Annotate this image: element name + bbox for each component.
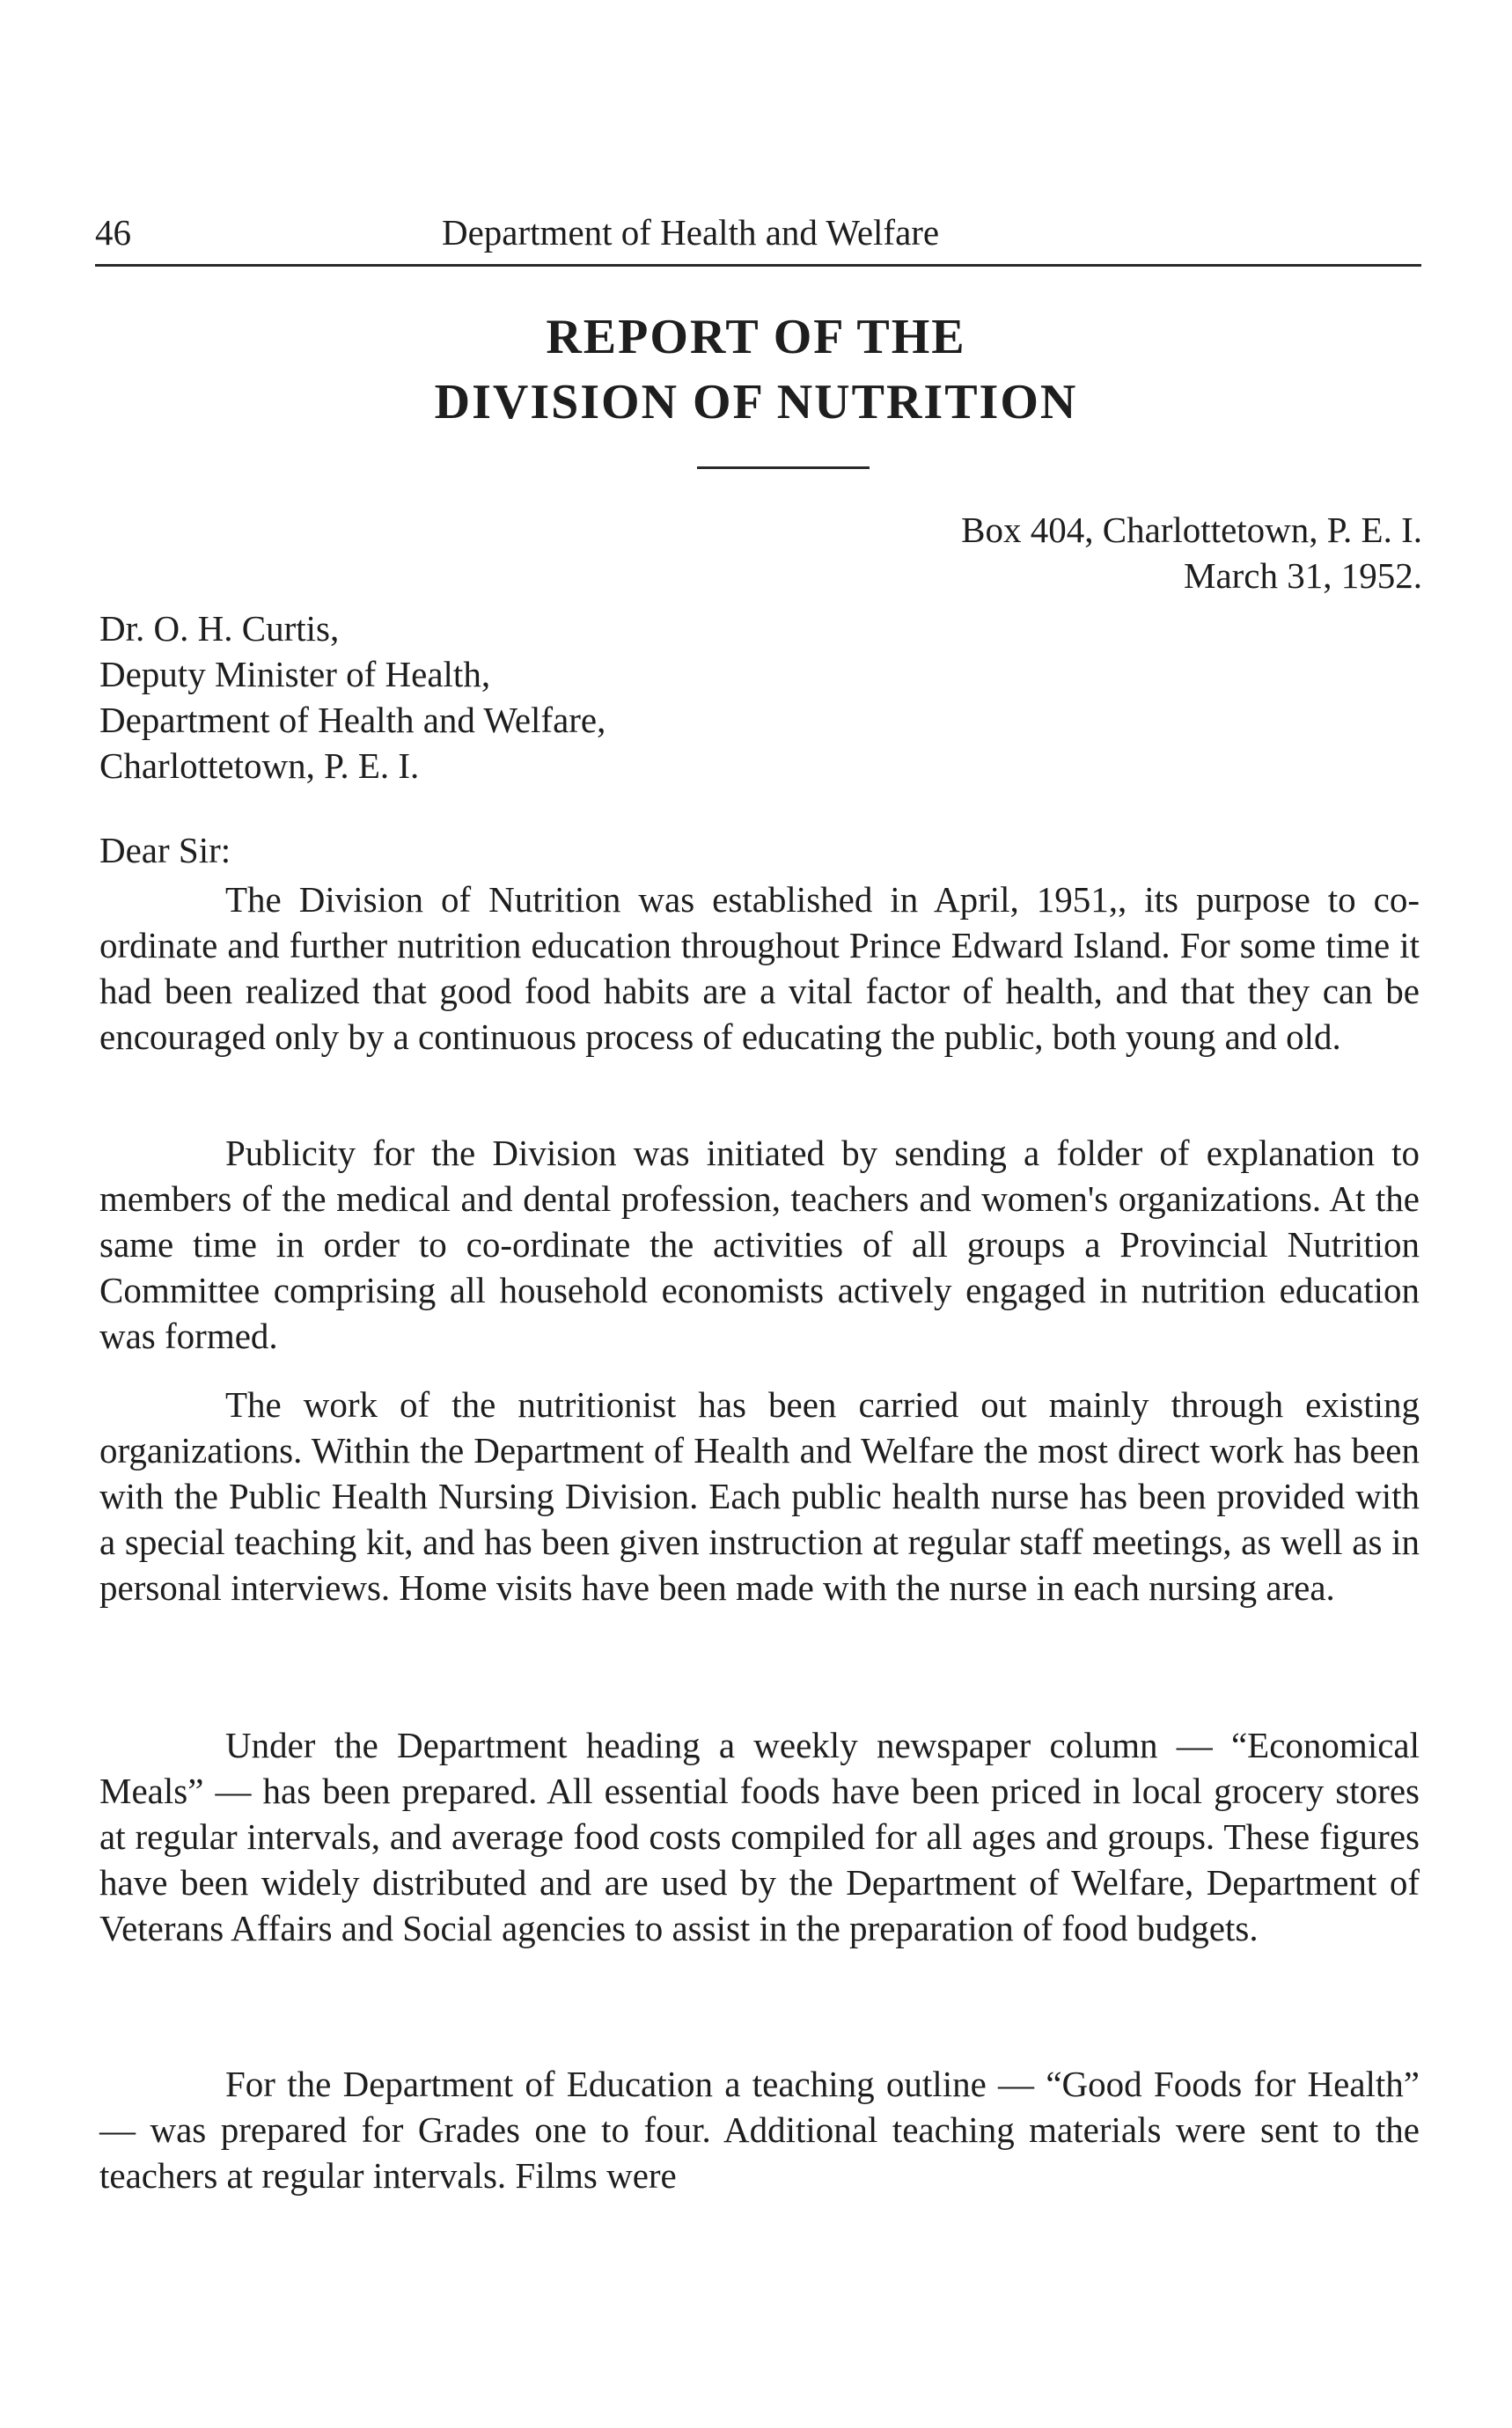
running-title: Department of Health and Welfare [442,212,940,253]
title-rule [697,466,870,469]
body-paragraph: Under the Department heading a weekly newspaper column — “Economical Meals” — has been prepared. All essential foods have been priced in local grocery stores at regular intervals, and average food costs compiled for all ages and groups. These figures have been widely distributed and are used by the Department of Welfare, Department of Veterans Affairs and Social agencies to assist in the preparation of food budgets. [99,1725,1420,1948]
recipient-block [99,605,606,789]
report-title-line-1: REPORT OF THE [546,310,966,364]
header-rule [95,264,1421,267]
body-paragraph: The work of the nutritionist has been carried out mainly through existing organizations. Within the Department of Health and Welfare the most direct work has been with the Public Health Nursing Division. Each public health nurse has been provided with a special teaching kit, and has been given instruction at regular staff meetings, as well as in personal interviews. Home visits have been made with the nurse in each nursing area. [99,1384,1420,1608]
page-number: 46 [95,212,131,253]
body-paragraph: Publicity for the Division was initiated by sending a folder of explanation to members of the medical and dental profession, teachers and women's organizations. At the same time in order to co-ordinate the activities of all groups a Provincial Nutrition Committee comprising all household economists actively engaged in nutrition education was formed. [99,1133,1420,1356]
sender-address: Box 404, Charlottetown, P. E. I. [961,510,1422,550]
running-header [93,206,1422,259]
salutation: Dear Sir: [99,830,231,870]
body-paragraph: The Division of Nutrition was established in April, 1951,, its purpose to co-ordinate and further nutrition education throughout Prince Edward Island. For some time it had been realized that good food habits are a vital factor of health, and that they can be encouraged only by a continuous process of educating the public, both young and old. [99,879,1420,1057]
recipient-line: Deputy Minister of Health, [99,654,491,694]
sender-block [961,507,1422,598]
recipient-line: Dr. O. H. Curtis, [99,608,340,649]
recipient-line: Department of Health and Welfare, [99,700,606,740]
recipient-line: Charlottetown, P. E. I. [99,745,420,786]
letter-date: March 31, 1952. [1183,555,1422,596]
body-paragraph: For the Department of Education a teaching outline — “Good Foods for Health” — was prepared for Grades one to four. Additional teaching materials were sent to the teachers at regular intervals. Films were [99,2064,1420,2196]
report-title-line-2: DIVISION OF NUTRITION [434,375,1078,429]
